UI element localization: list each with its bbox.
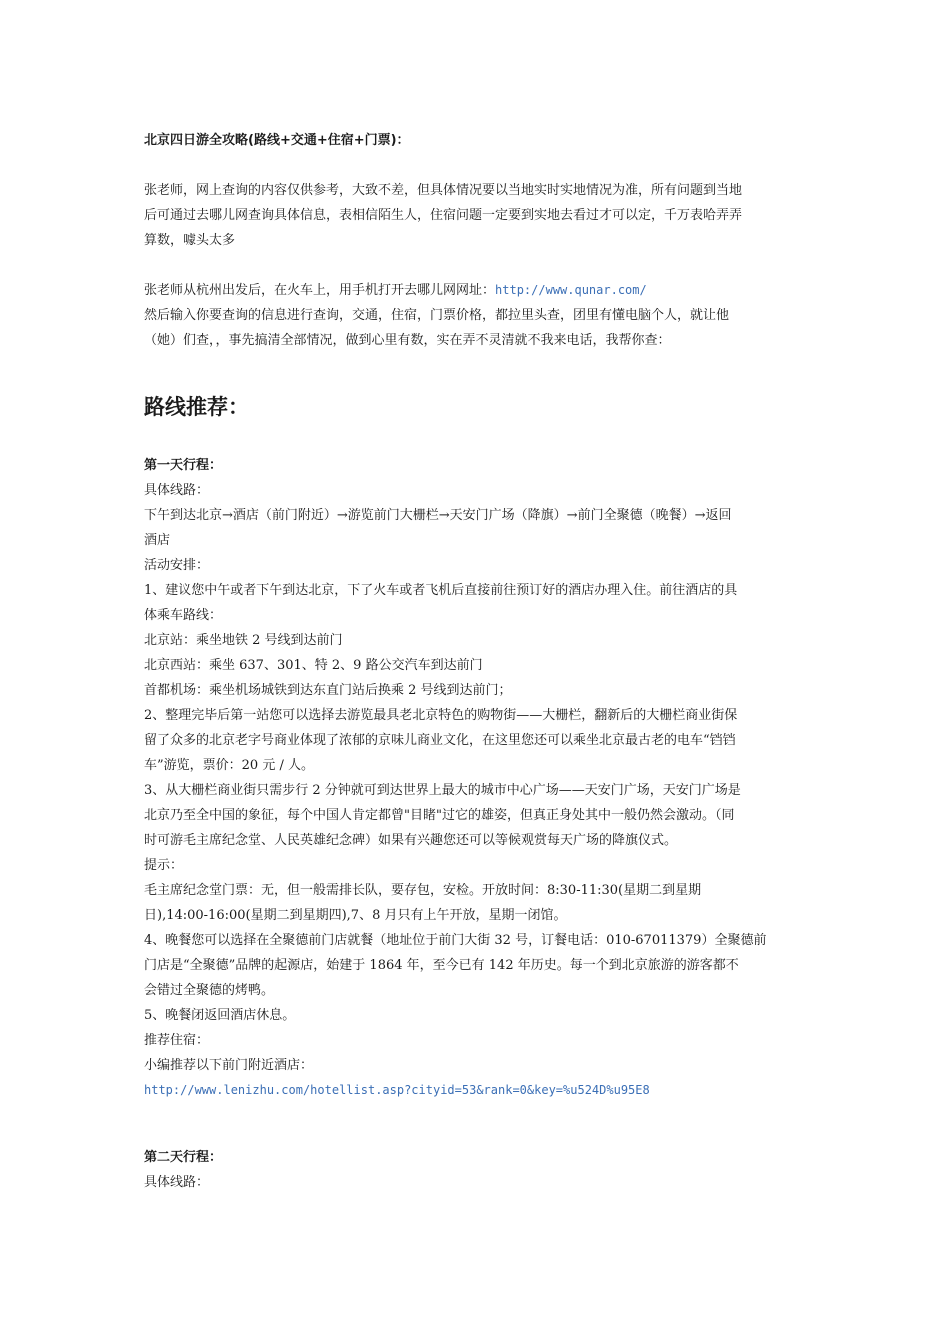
- day1-line: 2、整理完毕后第一站您可以选择去游览最具老北京特色的购物街——大栅栏，翻新后的大栅栏商业街保: [144, 708, 738, 723]
- day1-line: 留了众多的北京老字号商业体现了浓郁的京味儿商业文化，在这里您还可以乘坐北京最古老的电车“铛铛: [144, 733, 736, 748]
- day1-line: 5、晚餐闭返回酒店休息。: [144, 1008, 296, 1023]
- day1-line: 门店是“全聚德”品牌的起源店，始建于 1864 年，至今已有 142 年历史。每一个到北京旅游的游客都不: [144, 958, 739, 973]
- day1-line: 推荐住宿：: [144, 1033, 210, 1048]
- day2-line: 具体线路：: [144, 1175, 210, 1190]
- qunar-link[interactable]: http://www.qunar.com/: [495, 283, 647, 297]
- day1-line: 活动安排：: [144, 558, 210, 573]
- day1-line: 小编推荐以下前门附近酒店：: [144, 1058, 314, 1073]
- day1-line: 1、建议您中午或者下午到达北京，下了火车或者飞机后直接前往预订好的酒店办理入住。前往酒店的具: [144, 583, 738, 598]
- intro-line: 算数，噱头太多: [144, 233, 236, 248]
- document-body: [144, 128, 808, 1195]
- intro-line: 后可通过去哪儿网查询具体信息，表相信陌生人，住宿问题一定要到实地去看过才可以定，千万表哈弄弄: [144, 208, 743, 223]
- intro-line: 张老师，网上查询的内容仅供参考，大致不差，但具体情况要以当地实时实地情况为准，所有问题到当地: [144, 183, 743, 198]
- day1-line: 毛主席纪念堂门票：无，但一般需排长队，要存包，安检。开放时间：8:30-11:30(星期二到星期: [144, 883, 702, 898]
- intro-paragraph: [144, 178, 808, 253]
- day1-line: 日),14:00-16:00(星期二到星期四),7、8 月只有上午开放，星期一闭馆。: [144, 908, 567, 923]
- instructions-line: 然后输入你要查询的信息进行查询，交通，住宿，门票价格，都拉里头查，团里有懂电脑个人，就让他: [144, 308, 730, 323]
- day1-line: 体乘车路线：: [144, 608, 223, 623]
- document-title: 北京四日游全攻略(路线+交通+住宿+门票)：: [144, 133, 410, 148]
- day1-line: 3、从大栅栏商业街只需步行 2 分钟就可到达世界上最大的城市中心广场——天安门广场，天安门广场是: [144, 783, 741, 798]
- day1-line: 北京西站：乘坐 637、301、特 2、9 路公交汽车到达前门: [144, 658, 483, 673]
- day1-line: 北京乃至全中国的象征，每个中国人肯定都曾"目睹"过它的雄姿，但真正身处其中一般仍然会激动。（同: [144, 808, 735, 823]
- day2-heading: 第二天行程：: [144, 1150, 223, 1165]
- day1-line: 北京站：乘坐地铁 2 号线到达前门: [144, 633, 343, 648]
- day1-line: 具体线路：: [144, 483, 210, 498]
- hotel-list-link[interactable]: http://www.lenizhu.com/hotellist.asp?cityid=53&rank=0&key=%u524D%u95E8: [144, 1083, 650, 1097]
- instructions-text: 张老师从杭州出发后，在火车上，用手机打开去哪儿网网址：: [144, 283, 496, 298]
- instructions-paragraph: [144, 278, 808, 353]
- day1-line: 会错过全聚德的烤鸭。: [144, 983, 275, 998]
- day1-line: 车”游览，票价：20 元 / 人。: [144, 758, 314, 773]
- instructions-line: （她）们查，，事先搞清全部情况，做到心里有数，实在弄不灵清就不我来电话，我帮你查：: [144, 333, 671, 348]
- section-heading-routes: 路线推荐：: [144, 395, 249, 419]
- day1-line: 4、晚餐您可以选择在全聚德前门店就餐（地址位于前门大街 32 号，订餐电话：010-67011379）全聚德前: [144, 933, 767, 948]
- day1-line: 提示：: [144, 858, 184, 873]
- instructions-line: [144, 278, 808, 303]
- day1-line: 时可游毛主席纪念堂、人民英雄纪念碑）如果有兴趣您还可以等候观赏每天广场的降旗仪式。: [144, 833, 678, 848]
- day1-heading: 第一天行程：: [144, 458, 223, 473]
- day1-content: [144, 478, 808, 1103]
- day1-line: 酒店: [144, 533, 171, 548]
- day1-line: 首都机场：乘坐机场城铁到达东直门站后换乘 2 号线到达前门；: [144, 683, 512, 698]
- day1-line: 下午到达北京→酒店（前门附近）→游览前门大栅栏→天安门广场（降旗）→前门全聚德（晚餐）→返回: [144, 508, 732, 523]
